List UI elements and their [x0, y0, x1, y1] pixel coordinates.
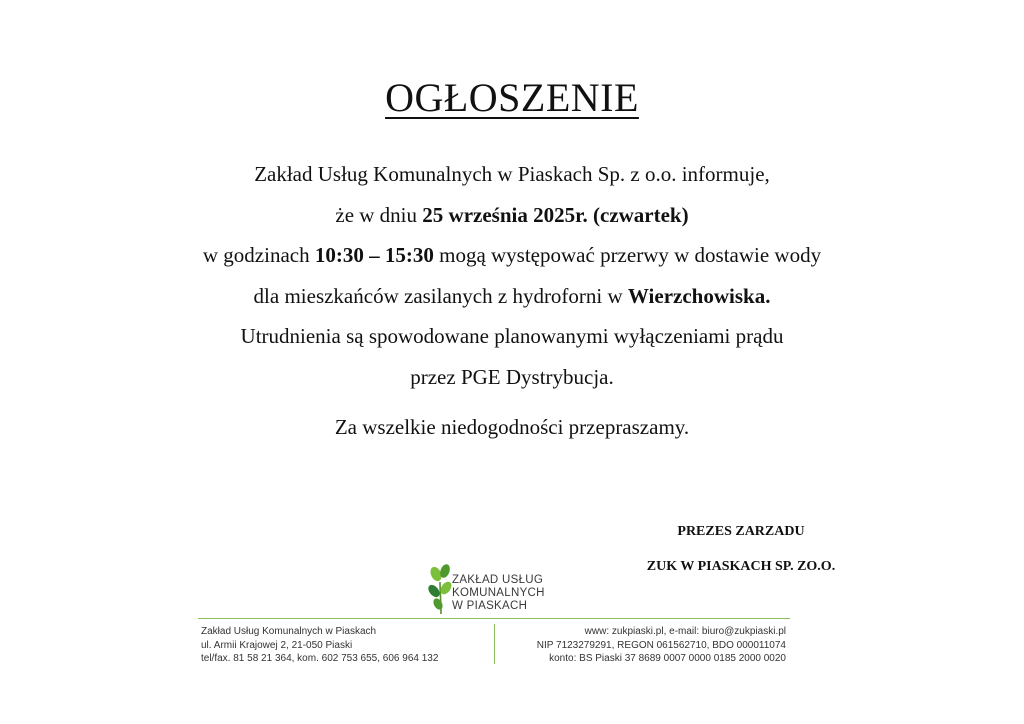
notice-line-5: [0, 316, 1024, 357]
footer-contact-right: [537, 625, 786, 666]
footer-bank-account: konto: BS Piaski 37 8689 0007 0000 0185 2000 0020: [549, 653, 786, 664]
notice-title: OGŁOSZENIE: [385, 75, 639, 120]
signature-block: [600, 514, 882, 584]
line1-text: Zakład Usług Komunalnych w Piaskach Sp. z o.o. informuje,: [254, 162, 770, 186]
notice-date: 25 września 2025r.: [422, 202, 588, 227]
notice-place: Wierzchowiska.: [627, 283, 771, 308]
line2-pre: że w dniu: [335, 202, 423, 227]
footer-web-email: www: zukpiaski.pl, e-mail: biuro@zukpiaski.pl: [584, 626, 786, 637]
footer-phone: tel/fax. 81 58 21 364, kom. 602 753 655, 606 964 132: [201, 653, 439, 664]
signature-role: PREZES ZARZADU: [677, 524, 805, 539]
logo-line-3: W PIASKACH: [452, 600, 528, 612]
logo-line-1: ZAKŁAD USŁUG: [452, 574, 544, 586]
notice-hours: 10:30 – 15:30: [314, 243, 434, 267]
line3-post: mogą występować przerwy w dostawie wody: [433, 243, 822, 267]
footer-divider: [494, 624, 495, 664]
tree-leaves-icon: [428, 562, 454, 618]
line3-pre: w godzinach: [202, 243, 315, 267]
logo-line-2: KOMUNALNYCH: [452, 587, 545, 599]
line4-pre: dla mieszkańców zasilanych z hydroforni w: [253, 283, 628, 308]
footer-registry-ids: NIP 7123279291, REGON 061562710, BDO 000011074: [536, 639, 786, 651]
notice-body: [0, 154, 1024, 448]
footer-company-name: Zakład Usług Komunalnych w Piaskach: [201, 626, 377, 637]
logo-text: [452, 574, 545, 613]
footer-rule: [198, 618, 790, 619]
notice-line-4: [0, 276, 1024, 317]
line6-text: przez PGE Dystrybucja.: [410, 364, 614, 389]
line5-text: Utrudnienia są spowodowane planowanymi wyłączeniami prądu: [240, 324, 784, 348]
notice-line-6: [0, 357, 1024, 398]
notice-closing: [0, 407, 1024, 448]
closing-text: Za wszelkie niedogodności przepraszamy.: [334, 415, 690, 439]
footer-contact-left: [201, 625, 438, 666]
signature-org: ZUK W PIASKACH SP. ZO.O.: [646, 559, 836, 574]
footer-address: ul. Armii Krajowej 2, 21-050 Piaski: [201, 639, 353, 651]
notice-line-1: [0, 154, 1024, 195]
notice-weekday: (czwartek): [593, 202, 689, 227]
company-logo: [428, 562, 608, 618]
notice-line-2: [0, 195, 1024, 236]
notice-line-3: [0, 235, 1024, 276]
